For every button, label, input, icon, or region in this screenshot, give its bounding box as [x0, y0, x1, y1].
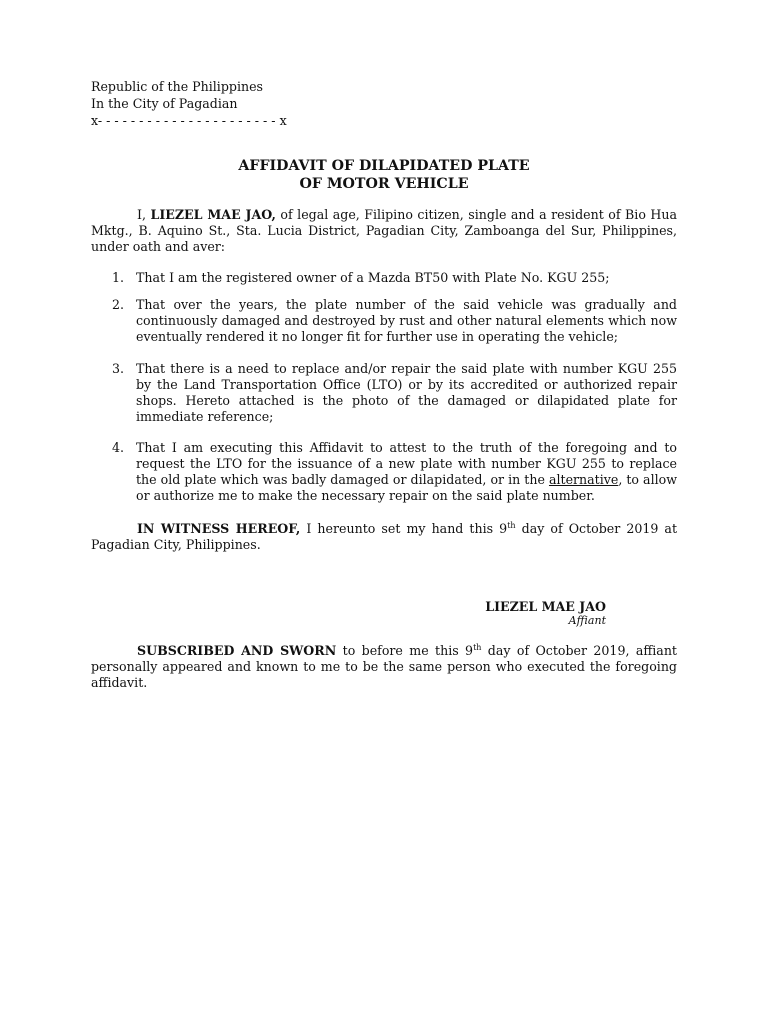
witness-lead: IN WITNESS HEREOF,	[137, 521, 301, 536]
list-text: That I am the registered owner of a Mazda BT50 with Plate No. KGU 255;	[136, 270, 610, 285]
list-text	[136, 440, 677, 504]
header-city: In the City of Pagadian	[91, 96, 238, 111]
signature-name: LIEZEL MAE JAO	[485, 599, 606, 614]
signature-role: Affiant	[568, 614, 606, 627]
title-line-1: AFFIDAVIT OF DILAPIDATED PLATE	[238, 158, 530, 174]
list-item-2	[112, 297, 677, 345]
document-title	[91, 157, 677, 193]
list-number: 4.	[112, 440, 125, 455]
witness-text: day of October 2019 at Pagadian City, Philippines.	[91, 521, 677, 552]
header-republic: Republic of the Philippines	[91, 79, 264, 94]
header-separator: x- - - - - - - - - - - - - - - - - - - - - - x	[91, 113, 287, 128]
list-text-part: , to allow or authorize me to make the necessary repair on the said plate number.	[136, 472, 677, 503]
jurat-lead: SUBSCRIBED AND SWORN	[137, 643, 337, 658]
list-text: That there is a need to replace and/or repair the said plate with number KGU 255 by the Land Transportation Office (LTO) or by its accredited or authorized repair shops. Hereto attached is the photo of the damaged or dilapidated plate for immediate reference;	[136, 361, 677, 424]
jurat-paragraph	[91, 643, 677, 691]
list-number: 3.	[112, 361, 125, 376]
affiant-name-inline: LIEZEL MAE JAO,	[150, 207, 276, 222]
jurat-text: day of October 2019, affiant personally appeared and known to me to be the same person who executed the foregoing affidavit.	[91, 643, 677, 690]
list-text-part: That I am executing this Affidavit to attest to the truth of the foregoing and to request the LTO for the issuance of a new plate with number KGU 255 to replace the old plate which was badly damaged or dilapidated, or in the	[136, 440, 677, 487]
list-item-3	[112, 361, 677, 425]
witness-paragraph	[91, 521, 677, 553]
ordinal-suffix: th	[473, 642, 482, 652]
intro-lead: I,	[137, 207, 151, 222]
list-item-1	[112, 270, 677, 286]
document-header	[91, 78, 287, 129]
witness-text: I hereunto set my hand this 9	[300, 521, 508, 536]
intro-text: of legal age, Filipino citizen, single and a resident of Bio Hua Mktg., B. Aquino St., Sta. Lucia District, Pagadian City, Zamboanga del Sur, Philippines, under oath and aver:	[91, 207, 678, 254]
list-number: 1.	[112, 270, 125, 285]
list-number: 2.	[112, 297, 125, 312]
jurat-text: to before me this 9	[336, 643, 474, 658]
list-item-4	[112, 440, 677, 504]
ordinal-suffix: th	[507, 520, 516, 530]
intro-paragraph	[91, 207, 677, 255]
list-text: That over the years, the plate number of the said vehicle was gradually and continuously damaged and destroyed by rust and other natural elements which now eventually rendered it no longer fit for further use in operating the vehicle;	[136, 297, 677, 344]
underlined-word: alternative	[548, 472, 619, 487]
title-line-2: OF MOTOR VEHICLE	[299, 176, 469, 192]
